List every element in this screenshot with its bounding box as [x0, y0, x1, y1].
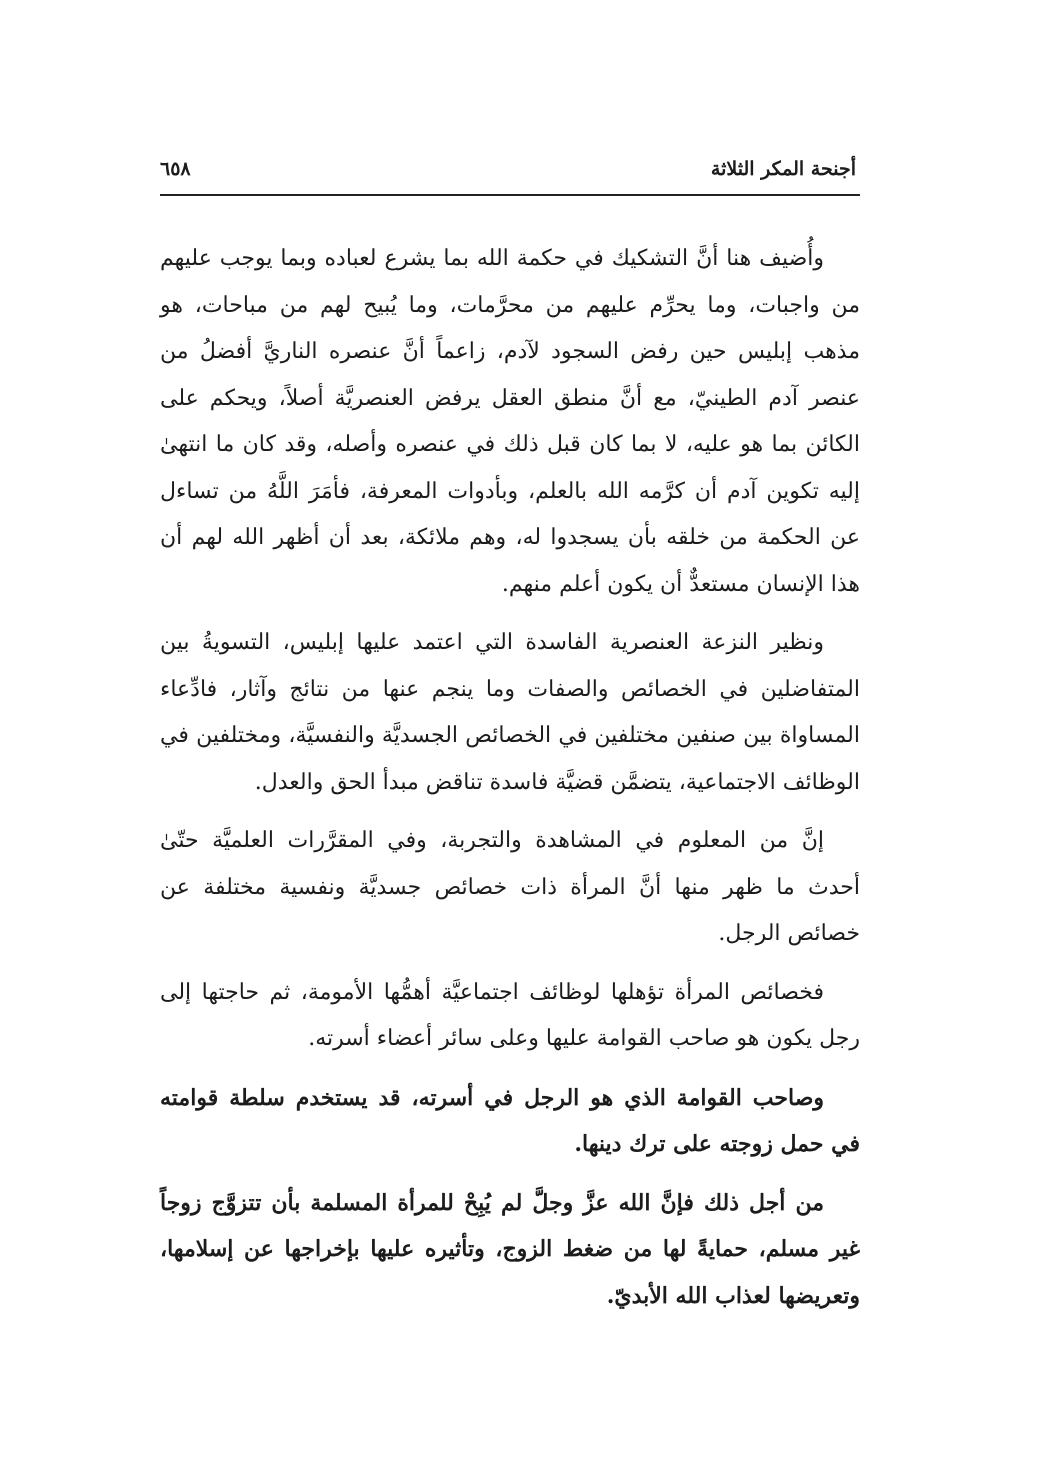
book-title: أجنحة المكر الثلاثة: [710, 158, 856, 180]
paragraph: فخصائص المرأة تؤهلها لوظائف اجتماعيَّة أهمُّها الأمومة، ثم حاجتها إلى رجل يكون هو صاحب القوامة عليها وعلى سائر أعضاء أسرته.: [160, 979, 860, 1051]
running-header: [160, 148, 860, 196]
paragraph: من أجل ذلك فإنَّ الله عزَّ وجلَّ لم يُبِحْ للمرأة المسلمة بأن تتزوَّج زوجاً غير مسلم، حمايةً لها من ضغط الزوج، وتأثيره عليها بإخراجها عن إسلامها، وتعريضها لعذاب الله الأبديّ.: [160, 1189, 860, 1309]
paragraph: وصاحب القوامة الذي هو الرجل في أسرته، قد يستخدم سلطة قوامته في حمل زوجته على ترك دينها.: [160, 1084, 860, 1157]
paragraph: ونظير النزعة العنصرية الفاسدة التي اعتمد عليها إبليس، التسويةُ بين المتفاضلين في الخصائص والصفات وما ينجم عنها من نتائج وآثار، فادِّعاء المساواة بين صنفين مختلفين في الخصائص الجسديَّة والنفسيَّة، ومختلفين في الوظائف الاجتماعية، يتضمَّن قضيَّة فاسدة تناقض مبدأ الحق والعدل.: [160, 630, 860, 795]
book-page: [160, 148, 860, 1388]
page-number: ٦٥٨: [160, 158, 191, 180]
paragraph: إنَّ من المعلوم في المشاهدة والتجربة، وفي المقرَّرات العلميَّة حتّىٰ أحدث ما ظهر منها أنَّ المرأة ذات خصائص جسديَّة ونفسية مختلفة عن خصائص الرجل.: [160, 828, 860, 946]
page-body: [160, 196, 860, 1319]
paragraph: وأُضيف هنا أنَّ التشكيك في حكمة الله بما يشرع لعباده وبما يوجب عليهم من واجبات، وما يحرِّم عليهم من محرَّمات، وما يُبيح لهم من مباحات، هو مذهب إبليس حين رفض السجود لآدم، زاعماً أنَّ عنصره الناريَّ أفضلُ من عنصر آدم الطينيّ، مع أنَّ منطق العقل يرفض العنصريَّة أصلاً، ويحكم على الكائن بما هو عليه، لا بما كان قبل ذلك في عنصره وأصله، وقد كان ما انتهىٰ إليه تكوين آدم أن كرَّمه الله بالعلم، وبأدوات المعرفة، فأمَرَ اللَّهُ من تساءل عن الحكمة من خلقه بأن يسجدوا له، وهم ملائكة، بعد أن أظهر الله لهم أن هذا الإنسان مستعدٌّ أن يكون أعلم منهم.: [160, 246, 860, 597]
